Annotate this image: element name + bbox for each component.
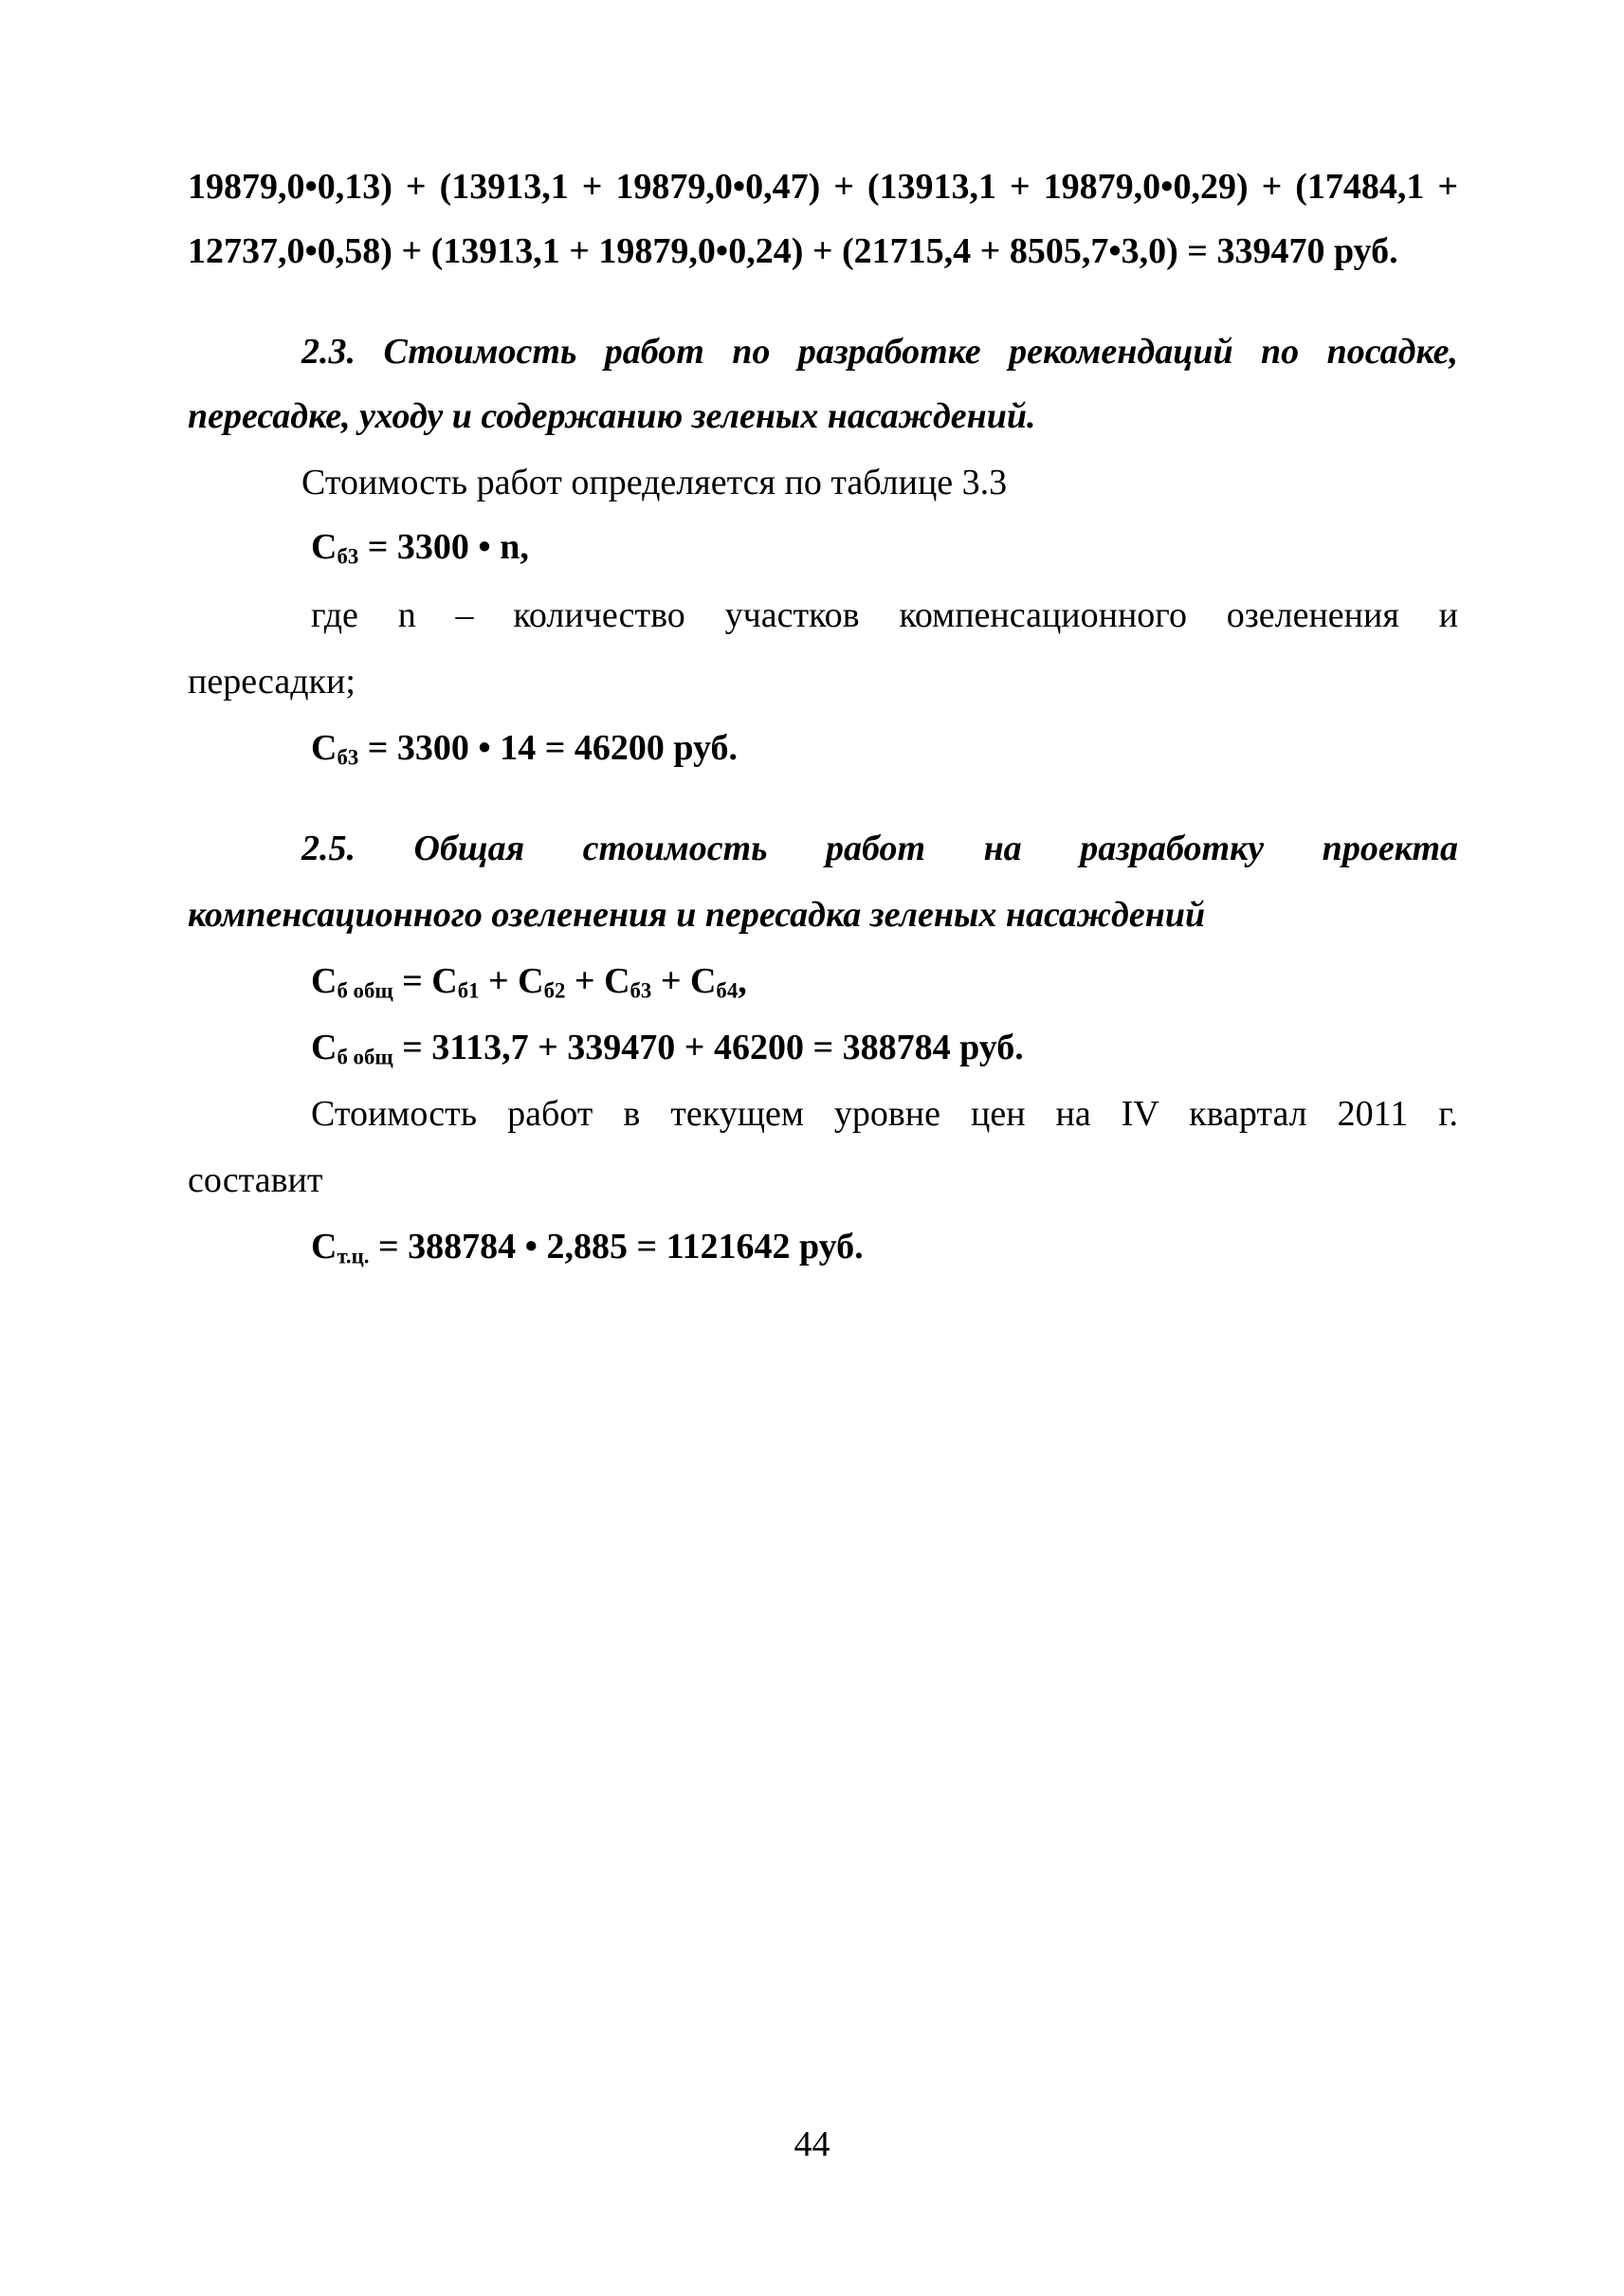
section-2-3-where-line-1: где n – количество участков компенсационного озеленения и: [311, 595, 1458, 635]
formula-subscript: т.ц.: [337, 1244, 370, 1268]
formula-symbol: С: [311, 1028, 338, 1067]
section-2-5-formula: [311, 961, 747, 1003]
section-2-5-final-calculation: [311, 1227, 864, 1268]
formula-plus: +: [479, 961, 519, 1001]
formula-subscript: б3: [337, 745, 359, 770]
formula-term-2-subscript: б2: [543, 978, 566, 1003]
formula-body: = 3300 • 14 = 46200 руб.: [358, 728, 738, 768]
section-2-5-text-line-2: составит: [188, 1160, 323, 1200]
formula-body: = 3300 • n,: [358, 527, 529, 567]
section-2-5-heading-line-1: 2.5. Общая стоимость работ на разработку проекта: [301, 829, 1458, 868]
formula-term-2: С: [518, 961, 544, 1001]
formula-term-1: С: [431, 961, 458, 1001]
formula-term-3: С: [604, 961, 630, 1001]
section-2-5-calculation: [311, 1028, 1024, 1069]
section-2-5-heading-line-2: компенсационного озеленения и пересадка зеленых насаждений: [188, 895, 1206, 935]
formula-term-4: С: [689, 961, 717, 1001]
formula-tail: ,: [738, 961, 747, 1001]
formula-term-1-subscript: б1: [457, 978, 480, 1003]
formula-plus: +: [651, 961, 690, 1001]
section-2-3-heading-line-2: пересадке, уходу и содержанию зеленых насаждений.: [188, 396, 1036, 436]
formula-subscript: б3: [337, 544, 359, 569]
formula-plus: +: [565, 961, 605, 1001]
formula-lhs-subscript: б общ: [337, 978, 393, 1003]
formula-term-4-subscript: б4: [716, 978, 739, 1003]
section-2-3-text: Стоимость работ определяется по таблице 3.3: [301, 463, 1008, 502]
formula-continuation-line-1: 19879,0•0,13) + (13913,1 + 19879,0•0,47) + (13913,1 + 19879,0•0,29) + (17484,1 +: [188, 167, 1458, 207]
formula-symbol: С: [311, 527, 338, 567]
section-2-5-text-line-1: Стоимость работ в текущем уровне цен на IV квартал 2011 г.: [311, 1094, 1458, 1134]
formula-lhs-symbol: С: [311, 961, 338, 1001]
formula-body: = 3113,7 + 339470 + 46200 = 388784 руб.: [392, 1028, 1024, 1067]
formula-symbol: С: [311, 728, 338, 768]
section-2-3-formula: [311, 527, 529, 569]
section-2-3-calculation: [311, 728, 738, 770]
formula-subscript: б общ: [337, 1045, 393, 1069]
section-2-3-where-line-2: пересадки;: [188, 662, 356, 702]
formula-term-3-subscript: б3: [630, 978, 652, 1003]
formula-symbol: С: [311, 1227, 338, 1266]
formula-body: = 388784 • 2,885 = 1121642 руб.: [369, 1227, 864, 1266]
page-number: 44: [794, 2124, 830, 2164]
formula-equals: =: [392, 961, 432, 1001]
section-2-3-heading-line-1: 2.3. Стоимость работ по разработке рекомендаций по посадке,: [301, 332, 1458, 372]
formula-continuation-line-2: 12737,0•0,58) + (13913,1 + 19879,0•0,24) + (21715,4 + 8505,7•3,0) = 339470 руб.: [188, 231, 1398, 271]
